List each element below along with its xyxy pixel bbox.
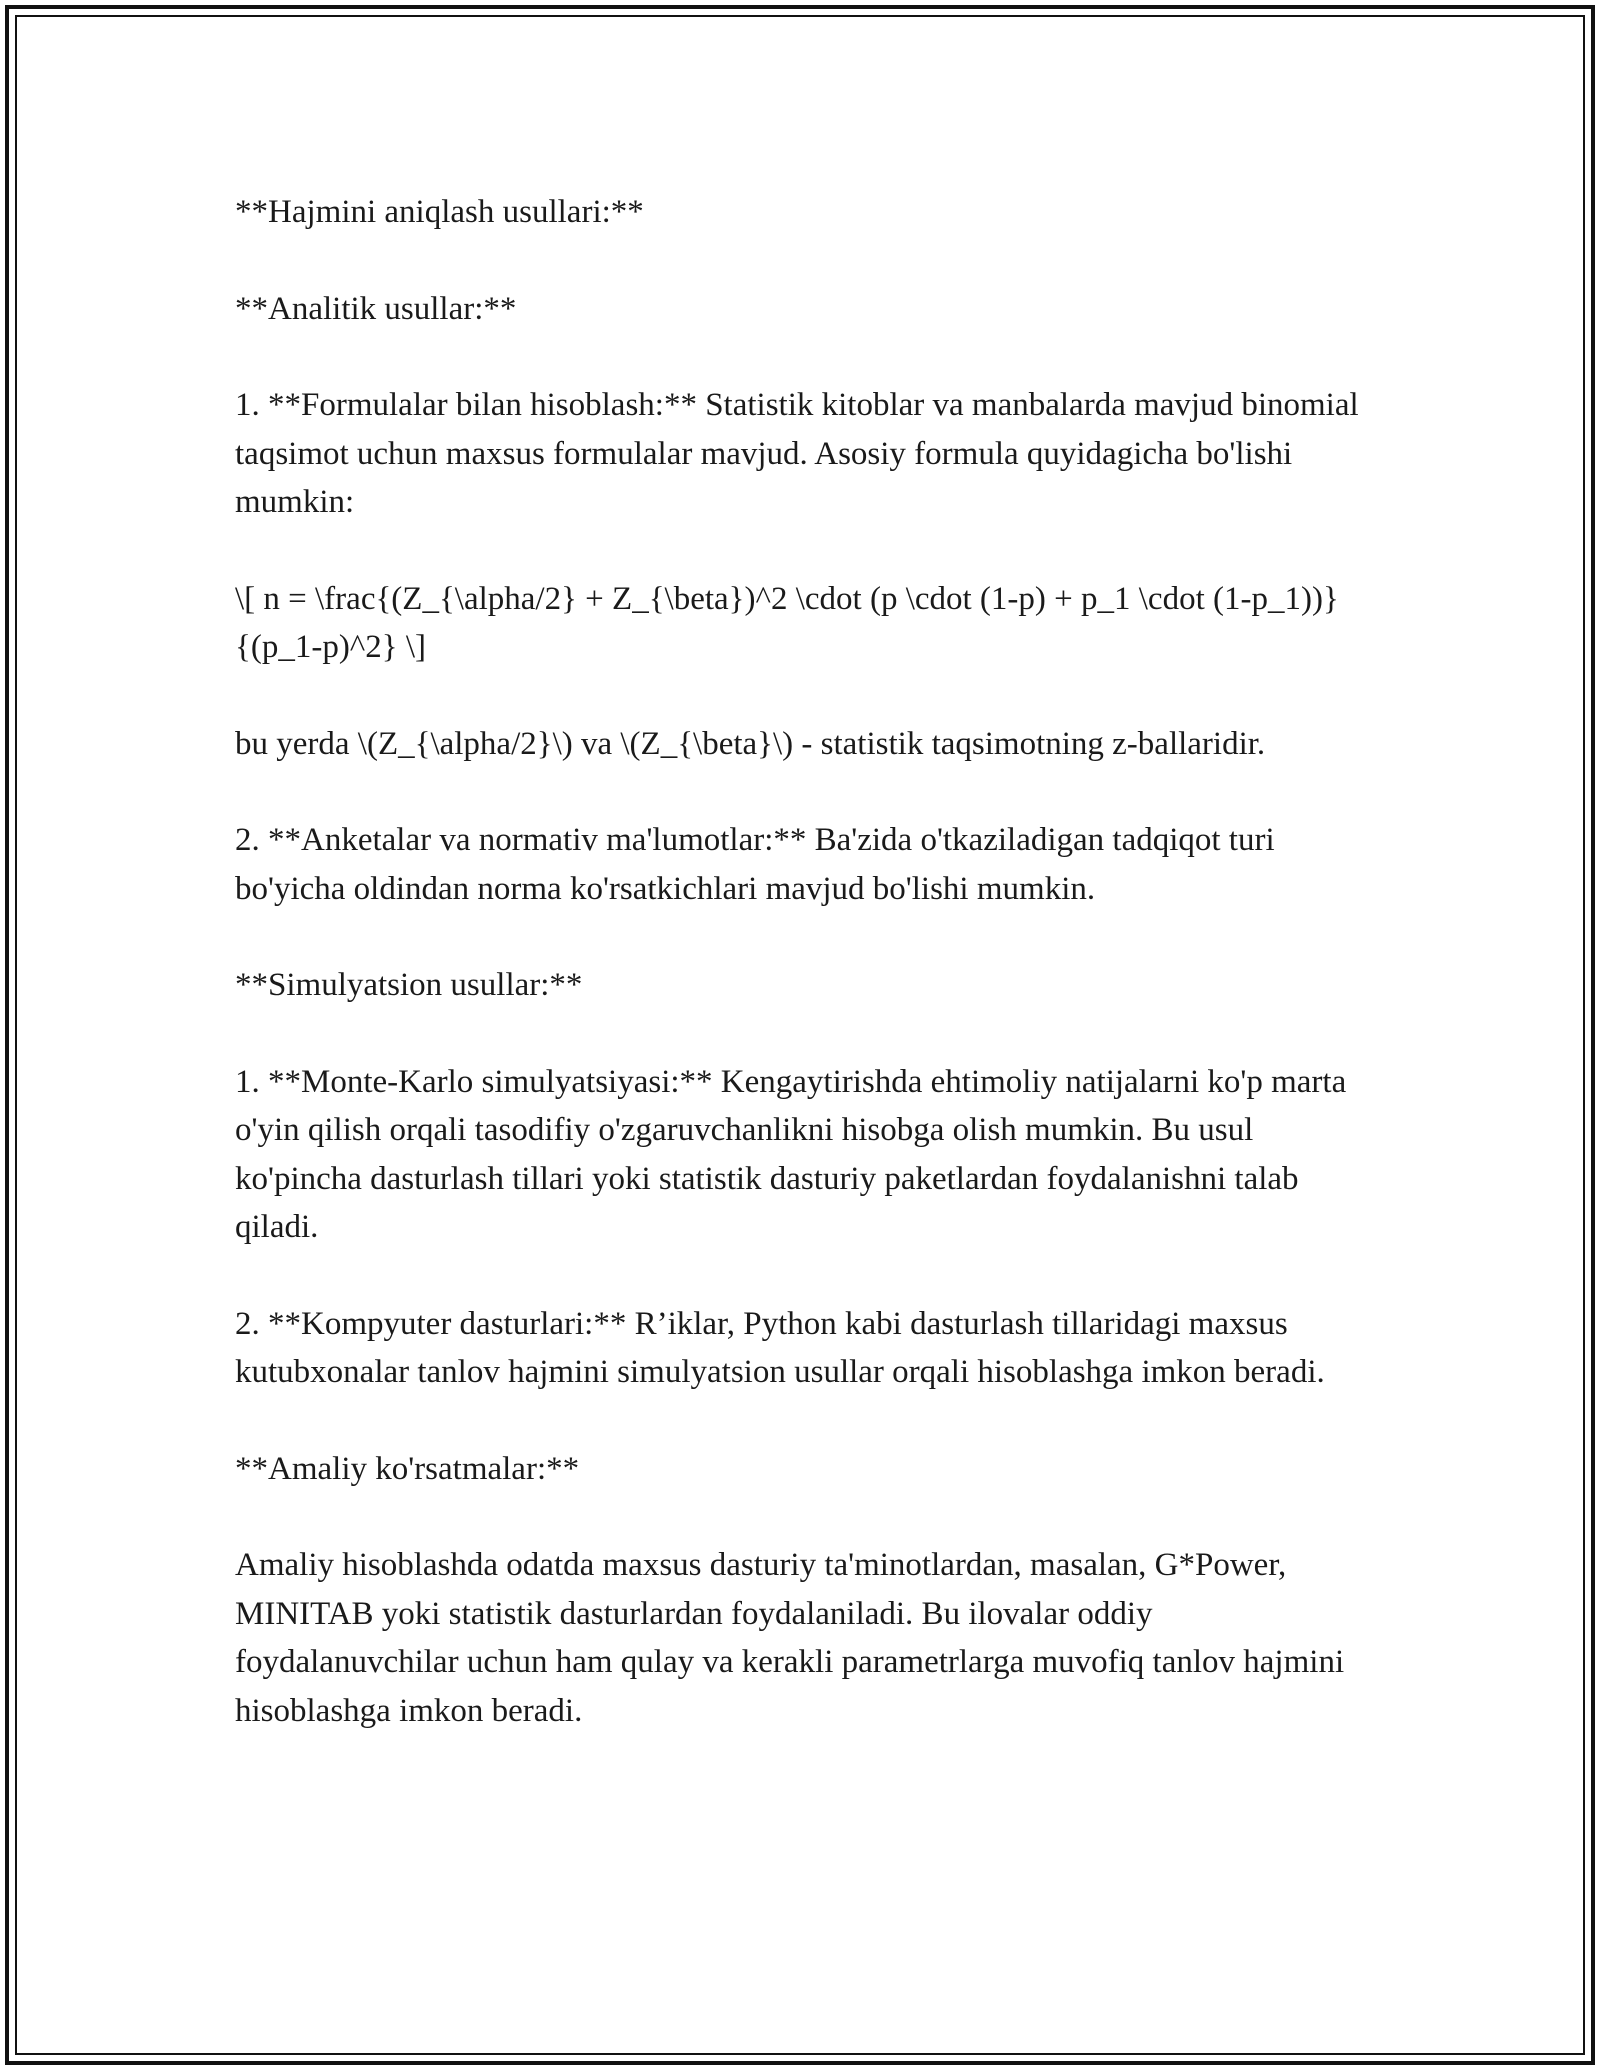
document-body <box>235 188 1375 1735</box>
heading-hajmini-aniqlash: **Hajmini aniqlash usullari:** <box>235 194 644 230</box>
paragraph-amaliy: Amaliy hisoblashda odatda maxsus dasturiy ta'minotlardan, masalan, G*Power, MINITAB yoki statistik dasturlardan foydalaniladi. Bu ilovalar oddiy foydalanuvchilar uchun ham qulay va kerakli parametrlarga muvofiq tanlov hajmini hisoblashga imkon beradi. <box>235 1547 1345 1729</box>
item-monte-karlo: 1. **Monte-Karlo simulyatsiyasi:** Kengaytirishda ehtimoliy natijalarni ko'p marta o'yin qilish orqali tasodifiy o'zgaruvchanlikni hisobga olish mumkin. Bu usul ko'pincha dasturlash tillari yoki statistik dasturiy paketlardan foydalanishni talab qiladi. <box>235 1063 1347 1245</box>
heading-amaliy-korsatmalar: **Amaliy ko'rsatmalar:** <box>235 1450 580 1487</box>
item-anketalar: 2. **Anketalar va normativ ma'lumotlar:** Ba'zida o'tkaziladigan tadqiqot turi bo'yicha oldindan norma ko'rsatkichlari mavjud bo'lishi mumkin. <box>235 822 1275 907</box>
item-kompyuter-dasturlari: 2. **Kompyuter dasturlari:** R’iklar, Python kabi dasturlash tillaridagi maxsus kutubxonalar tanlov hajmini simulyatsion usullar orqali hisoblashga imkon beradi. <box>235 1305 1325 1390</box>
item-formulalar: 1. **Formulalar bilan hisoblash:** Statistik kitoblar va manbalarda mavjud binomial taqsimot uchun maxsus formulalar mavjud. Asosiy formula quyidagicha bo'lishi mumkin: <box>235 387 1359 520</box>
heading-analitik-usullar: **Analitik usullar:** <box>235 290 517 327</box>
heading-simulyatsion-usullar: **Simulyatsion usullar:** <box>235 967 583 1003</box>
formula-text: \[ n = \frac{(Z_{\alpha/2} + Z_{\beta})^2 \cdot (p \cdot (1-p) + p_1 \cdot (1-p_1))}{(p_1-p)^2} \] <box>235 580 1339 665</box>
formula-explanation: bu yerda \(Z_{\alpha/2}\) va \(Z_{\beta}\) - statistik taqsimotning z-ballaridir. <box>235 725 1266 762</box>
